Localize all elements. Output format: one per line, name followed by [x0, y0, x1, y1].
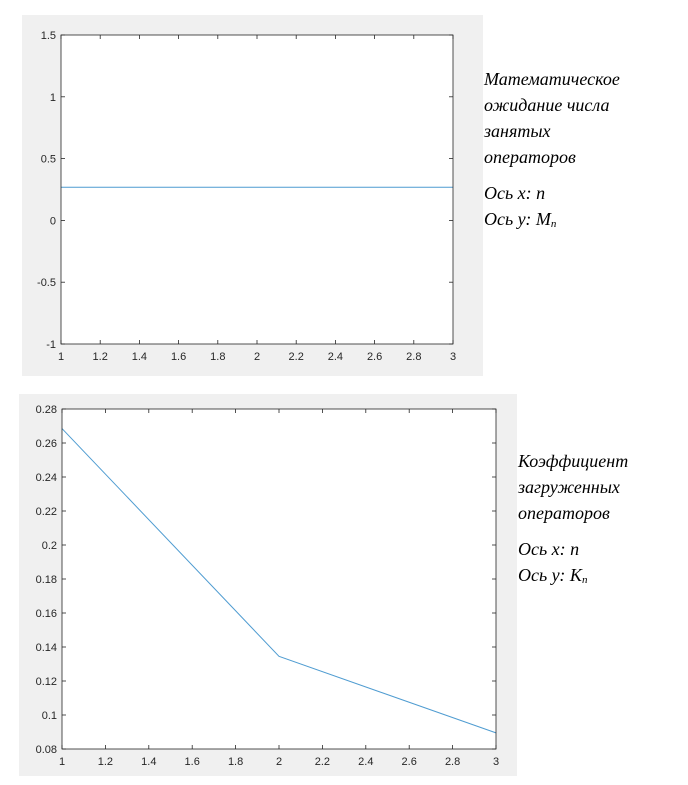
caption-yaxis-prefix: Ось у: M — [484, 209, 551, 229]
caption-yaxis-subscript: n — [581, 574, 588, 586]
chart-1-plot-area — [61, 35, 453, 344]
y-tick-label: 1 — [49, 91, 56, 104]
caption-yaxis-subscript: n — [550, 218, 557, 230]
x-tick-label: 1.8 — [227, 756, 244, 768]
caption-yaxis — [484, 206, 620, 237]
caption-xaxis: Ось х: n — [518, 539, 580, 559]
caption-line: занятых — [484, 121, 551, 141]
caption-line: Математическое — [484, 69, 620, 89]
y-tick-label: 1.5 — [40, 30, 56, 42]
caption-yaxis-prefix: Ось у: K — [518, 565, 582, 585]
x-tick-label: 2.2 — [314, 756, 331, 768]
x-tick-label: 1.4 — [131, 351, 148, 363]
y-tick-label: -1 — [46, 339, 56, 351]
chart-2-plot-area — [62, 409, 496, 749]
chart-1 — [22, 15, 483, 376]
caption-xaxis: Ось х: n — [484, 183, 546, 203]
y-tick-label: 0.18 — [35, 574, 57, 586]
x-tick-label: 1.2 — [92, 351, 108, 363]
x-tick-label: 2.8 — [406, 351, 422, 363]
y-tick-label: 0.08 — [35, 744, 57, 756]
x-tick-label: 1 — [57, 351, 65, 363]
y-tick-label: -0.5 — [37, 277, 56, 290]
x-tick-label: 1.6 — [184, 756, 200, 768]
x-tick-label: 1 — [58, 756, 66, 768]
x-tick-label: 3 — [492, 756, 500, 768]
x-tick-label: 2.8 — [444, 756, 461, 768]
caption-line: ожидание числа — [484, 95, 610, 115]
y-tick-label: 0.14 — [35, 642, 57, 654]
y-tick-label: 0.26 — [35, 438, 57, 450]
y-tick-label: 0.1 — [41, 710, 57, 722]
chart-2 — [19, 394, 517, 776]
x-tick-label: 1.4 — [141, 756, 157, 768]
y-tick-label: 0.12 — [35, 676, 57, 688]
caption-line: операторов — [484, 147, 576, 167]
x-tick-label: 2.2 — [288, 351, 304, 363]
y-tick-label: 0.22 — [35, 506, 57, 518]
caption-line: операторов — [518, 503, 610, 523]
x-tick-label: 2 — [253, 351, 261, 363]
y-tick-label: 0.28 — [35, 404, 57, 416]
chart-2-caption — [518, 448, 628, 593]
x-tick-label: 1.6 — [170, 351, 187, 363]
y-tick-label: 0.24 — [35, 472, 57, 484]
x-tick-label: 1.2 — [97, 756, 114, 768]
chart-1-caption — [484, 66, 620, 237]
caption-line: Коэффициент — [518, 451, 629, 471]
x-tick-label: 1.8 — [210, 351, 226, 363]
x-tick-label: 2.4 — [358, 756, 374, 768]
caption-yaxis — [518, 562, 628, 593]
x-tick-label: 2.6 — [401, 756, 417, 768]
y-tick-label: 0.5 — [40, 153, 56, 166]
caption-line: загруженных — [518, 477, 620, 497]
y-tick-label: 0.16 — [35, 608, 57, 620]
x-tick-label: 2.4 — [327, 351, 344, 363]
y-tick-label: 0.2 — [41, 540, 57, 552]
x-tick-label: 2 — [275, 756, 283, 768]
y-tick-label: 0 — [49, 215, 56, 228]
x-tick-label: 3 — [449, 351, 457, 363]
x-tick-label: 2.6 — [366, 351, 383, 363]
